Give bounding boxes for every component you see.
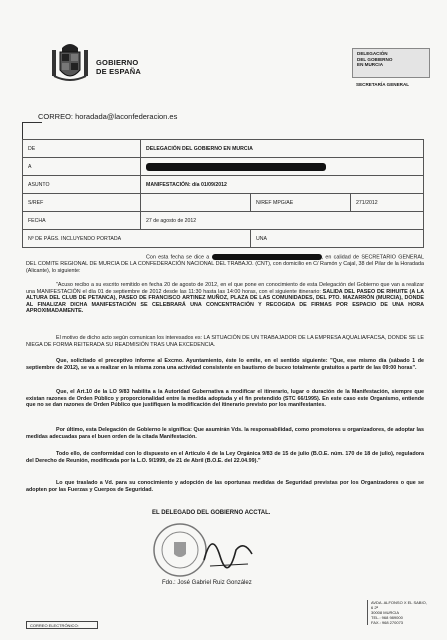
secretaria-label: SECRETARÍA GENERAL xyxy=(356,82,410,87)
paragraph-8: Lo que traslado a Vd. para su conocimiento y adopción de las oportunas medidas de Seguridad previstas por los Organizadores o que se adopten por las Fuerzas y Cuerpos de Seguridad. xyxy=(26,480,424,493)
delegacion-line-2: DEL GOBIERNO xyxy=(357,56,393,62)
asunto-label: ASUNTO xyxy=(23,176,141,194)
delegacion-line-1: DELEGACIÓN xyxy=(357,51,388,56)
correo-electronico-box: CORREO ELECTRÓNICO: xyxy=(26,621,98,629)
paragraph-4: Que, solicitado el preceptivo informe al Excmo. Ayuntamiento, éste lo emite, en el sentido siguiente: "Que, ese mismo día (sábado 1 de septiembre de 2012), se va a realizar en la misma zona una actividad consistente en bautismo de buceo totalmente gratuitos a partir de las 09:00 horas". xyxy=(26,358,424,371)
paragraph-7: Todo ello, de conformidad con lo dispuesto en el Artículo 4 de la Ley Orgánica 9/83 de 15 de julio (B.O.E. núm. 170 de 18 de julio), reguladora del Derecho de Reunión, modificada por la L.O. 9/1999, de 21 de Abril (B.O.E. del 22.04.99)." xyxy=(26,451,424,464)
signature-icon xyxy=(198,520,258,580)
address-phone: TEL.: 968 989000 xyxy=(371,615,403,620)
redaction-bar xyxy=(212,254,322,260)
paragraph-5: Que, el Art.10 de la LO 9/83 habilita a la Autoridad Gubernativa a modificar el itinerario, lugar o duración de la Manifestación, siempre que existan razones de Orden Público y proporcionalidad entre la medida adoptada y el fin pretendido (STC 66/1995). En este caso este Organismo, entiende que no se dan razones de Orden Público que justifiquen la modificación del itinerario previsto por los manifestantes. xyxy=(26,389,424,409)
fecha-value: 27 de agosto de 2012 xyxy=(141,212,424,230)
gov-line-2: DE ESPAÑA xyxy=(96,67,142,76)
paginas-label: Nº DE PÁGS. INCLUYENDO PORTADA xyxy=(23,230,251,248)
delegacion-box xyxy=(352,48,430,78)
government-name xyxy=(96,58,141,76)
paragraph-1 xyxy=(26,254,424,274)
sref-value xyxy=(141,194,251,212)
address-line: AVDA. ALFONSO X EL SABIO, 6 2ª xyxy=(371,600,427,610)
delegacion-line-3: EN MURCIA xyxy=(357,62,384,68)
a-value-redacted xyxy=(141,158,424,176)
paragraph-6: Por último, esta Delegación de Gobierno le significa: Que asumirán Vds. la responsabilidad, como promotores u organizadores, de adoptar las medidas adecuadas para el buen orden de la citada Manifestación. xyxy=(26,427,424,440)
correo-divider xyxy=(22,122,42,123)
correo-header: CORREO: horadada@laconfederacion.es xyxy=(38,112,178,121)
de-label: DE xyxy=(23,140,141,158)
redaction-bar xyxy=(146,163,326,171)
gov-line-1: GOBIERNO xyxy=(96,58,139,67)
a-label: A xyxy=(23,158,141,176)
address-city: 30008 MURCIA xyxy=(371,610,400,615)
sref-label: S/REF xyxy=(23,194,141,212)
p2-start: "Acuso recibo a su escrito remitido en fecha 20 de agosto de 2012, en el que pone en conocimiento de esta Delegación del Gobierno que van a realizar una MANIFESTACIÓN el día 01 de septiembre de 2012 desde las 11:30 hasta las 14:00 horas, con el siguiente itinerario: xyxy=(26,282,424,295)
p2-itinerary: SALIDA DEL PASEO DE RIHUITE (A LA ALTURA DEL CLUB DE PETANCA), PASEO DE FRANCISCO ARTINEZ MUÑOZ, PLAZA DE LAS COMUNIDADES, DEL PTO. MAZARRÓN (MURCIA), DONDE AL FINALIZAR DICHA MANIFESTACIÓN SE CELEBRARÁ UNA CONCENTRACIÓN Y RECOGIDA DE FIRMAS POR ESPACIO DE UNA HORA APROXIMADAMENTE. xyxy=(26,288,425,315)
coat-of-arms-icon xyxy=(50,40,90,86)
de-value: DELEGACIÓN DEL GOBIERNO EN MURCIA xyxy=(141,140,424,158)
paginas-value: UNA xyxy=(251,230,424,248)
nref-value: 271/2012 xyxy=(351,194,424,212)
address-block xyxy=(367,600,429,625)
paragraph-2 xyxy=(26,282,424,315)
asunto-value: MANIFESTACIÓN: día 01/09/2012 xyxy=(141,176,424,194)
fecha-label: FECHA xyxy=(23,212,141,230)
paragraph-3 xyxy=(26,335,424,348)
fax-cover-table xyxy=(22,139,424,248)
nref-label: N/REF MPG/AE xyxy=(251,194,351,212)
signatory-title: EL DELEGADO DEL GOBIERNO ACCTAL. xyxy=(152,510,271,516)
p3-text: El motivo de dicho acto según comunican los interesados es: LA SITUACIÓN DE UN TRABAJADOR DE LA EMPRESA AQUALIA/FACSA, DONDE SE LE NIEGA DE FORMA REITERADA SU READMISIÓN TRAS UNA EXCEDENCIA. xyxy=(26,335,424,348)
correo-bracket xyxy=(22,122,23,140)
address-fax: FAX.: 968 270073 xyxy=(371,620,404,625)
p1-start: Con esta fecha se dice a xyxy=(146,254,210,261)
signatory-name: Fdo.: José Gabriel Ruiz González xyxy=(162,580,252,586)
p1-end: , en calidad de SECRETARIO GENERAL DEL COMITE REGIONAL DE MURCIA DE LA CONFEDERACIÓN NACIONAL DEL TRABAJO. (CNT), con domicilio en C/ Ramón y Cajal, 38 del Pilar de la Horadada (Alicante), lo siguiente: xyxy=(26,254,425,274)
